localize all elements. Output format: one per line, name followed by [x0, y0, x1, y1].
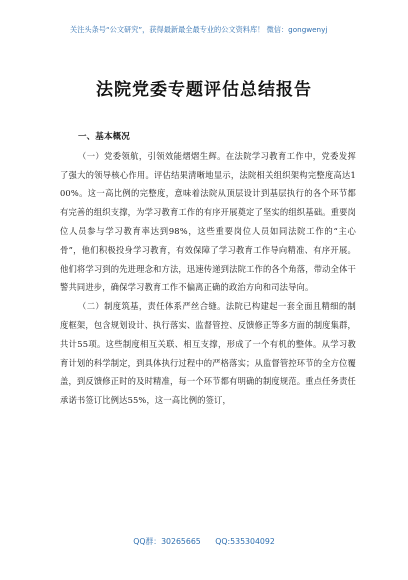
footer-qq: QQ:535304092 — [215, 537, 275, 546]
paragraph-1: （一）党委领航，引领效能熠熠生辉。在法院学习教育工作中，党委发挥了强大的领导核心作用。评估结果清晰地显示，法院相关组织架构完整度高达100%。这一高比例的完整度，意味着法院从顶层设计到基层执行的各个环节都有完善的组织支撑，为学习教育工作的有序开展奠定了坚实的组织基础。重要岗位人员参与学习教育率达到98%，这些重要岗位人员如同法院工作的“主心骨”，他们积极投身学习教育，有效保障了学习教育工作导向精准、有序开展。他们将学习到的先进理念和方法，迅速传递到法院工作的各个角落，带动全体干警共同进步，确保学习教育工作不偏离正确的政治方向和司法导向。 — [60, 150, 356, 293]
header-note: 关注头条号“公文研究”，获得最新最全最专业的公文资料库！ 微信：gongwenyj — [70, 25, 328, 34]
section-heading: 一、基本概况 — [78, 132, 130, 142]
footer-qq-group: QQ群：30265665 — [133, 537, 201, 546]
document-body — [60, 128, 356, 410]
paragraph-2: （二）制度筑基，责任体系严丝合缝。法院已构建起一套全面且精细的制度框架，包含规划设计、执行落实、监督管控、反馈修正等多方面的制度集群，共计55项。这些制度相互关联、相互支撑，形成了一个有机的整体。从学习教育计划的科学制定，到具体执行过程中的严格落实；从监督管控环节的全方位覆盖，到反馈修正时的及时精准，每一个环节都有明确的制度规范。重点任务责任承诺书签订比例达55%，这一高比例的签订， — [60, 301, 356, 406]
document-title: 法院党委专题评估总结报告 — [96, 80, 312, 100]
footer-contact — [0, 537, 408, 547]
